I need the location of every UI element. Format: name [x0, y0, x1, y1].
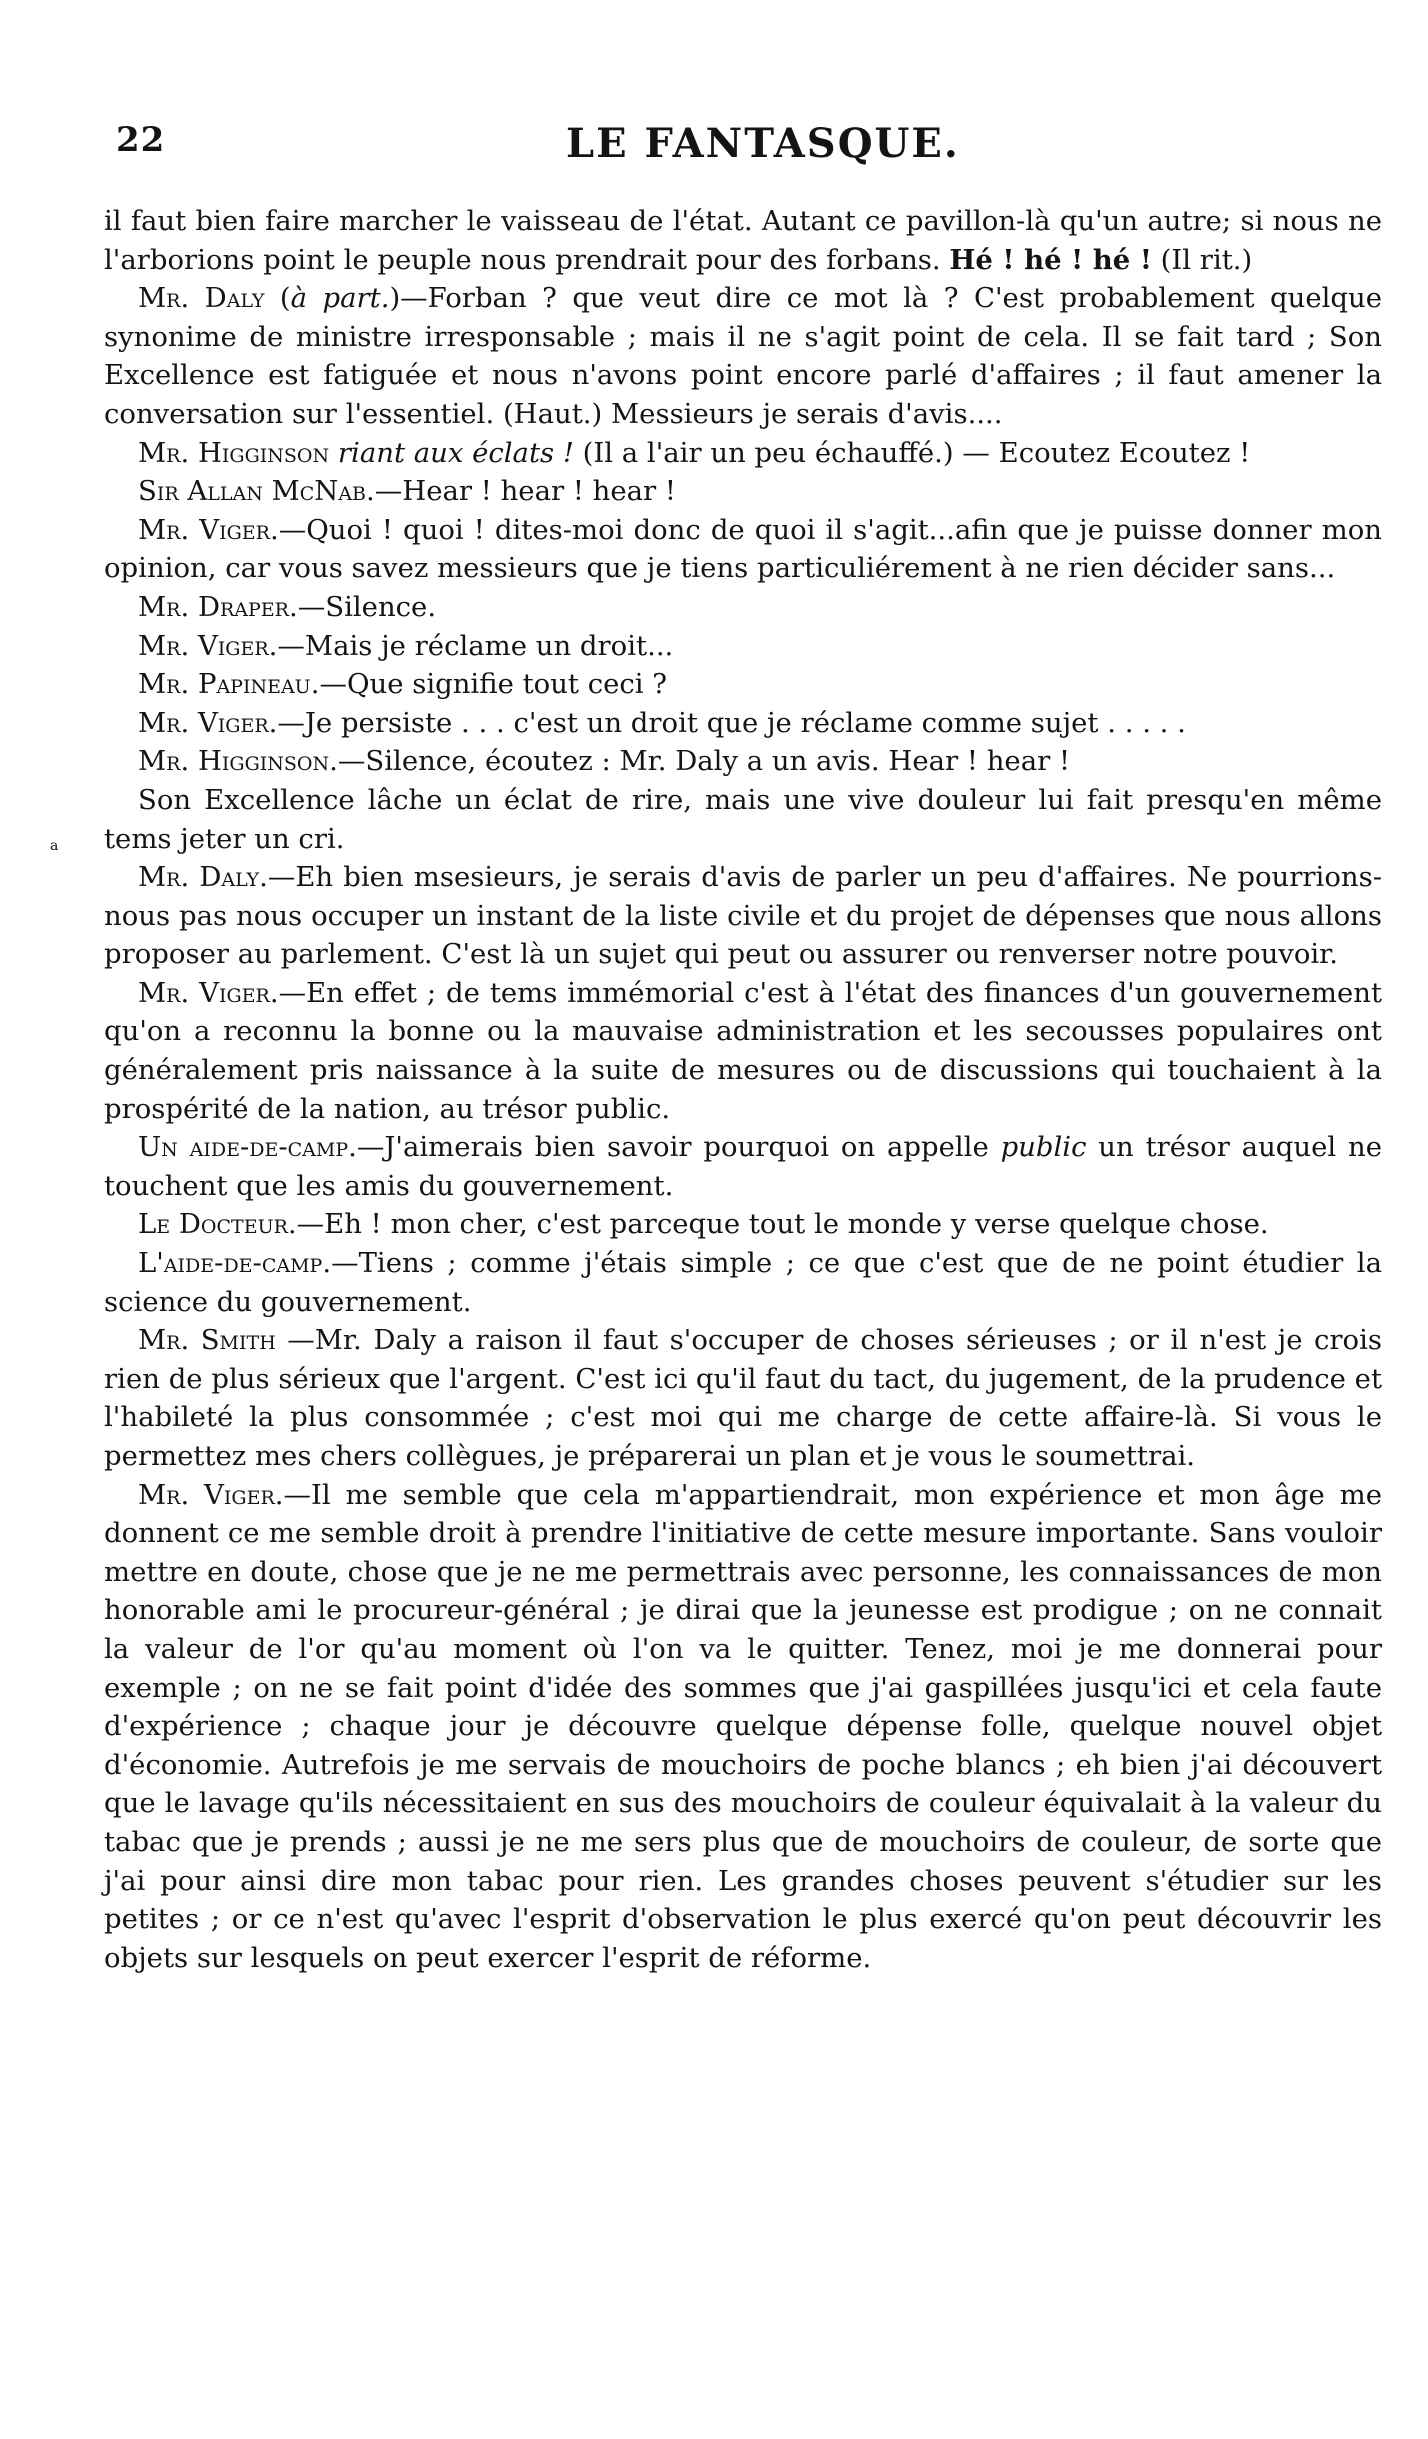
- speaker-name: Mr. Viger.: [138, 706, 278, 739]
- paragraph: [104, 472, 1382, 511]
- speaker-name: Mr. Higginson.: [138, 745, 338, 778]
- paragraph-text: un trésor auquel ne touchent que les amis du gouvernement.: [104, 1131, 1382, 1202]
- stage-direction: à part.: [290, 282, 390, 315]
- speaker-name: Mr. Daly.: [138, 861, 268, 894]
- paragraph-text: —Silence, écoutez : Mr. Daly a un avis. Hear ! hear !: [337, 745, 1071, 778]
- speaker-name: Mr. Viger.: [138, 976, 279, 1009]
- paragraph-text: —Silence.: [297, 590, 437, 623]
- speaker-name: Mr. Draper.: [138, 590, 298, 623]
- speaker-name: Mr. Viger.: [138, 513, 279, 546]
- paragraph: [104, 781, 1382, 858]
- paragraph: [104, 1205, 1382, 1244]
- paragraph: [104, 434, 1382, 473]
- paragraph: [104, 511, 1382, 588]
- paragraph-text: (: [264, 282, 291, 315]
- speaker-name: Le Docteur.: [138, 1208, 297, 1241]
- paragraph: [104, 202, 1382, 279]
- paragraph-text: —J'aimerais bien savoir pourquoi on appelle: [356, 1131, 1001, 1164]
- speaker-name: Sir Allan McNab.: [138, 475, 375, 508]
- paragraph-text: (Il a l'air un peu échauffé.) — Ecoutez Ecoutez !: [573, 436, 1251, 469]
- speaker-name: Mr. Papineau.: [138, 668, 320, 701]
- paragraph: [104, 858, 1382, 974]
- paragraph-text: —Tiens ; comme j'étais simple ; ce que c'est que de ne point étudier la science du gouvernement.: [104, 1247, 1382, 1318]
- paragraph-text: —Mr. Daly a raison il faut s'occuper de choses sérieuses ; or il n'est je crois rien de plus sérieux que l'argent. C'est ici qu'il faut du tact, du jugement, de la prudence et l'habileté la plus consommée ; c'est moi qui me charge de cette affaire-là. Si vous le permettez mes chers collègues, je préparerai un plan et je vous le soumettrai.: [104, 1324, 1382, 1472]
- paragraph: [104, 1321, 1382, 1475]
- paragraph-text: )—Forban ? que veut dire ce mot là ? C'est probablement quelque synonime de ministre irresponsable ; mais il ne s'agit point de cela. Il se fait tard ; Son Excellence est fatiguée et nous n'avons point encore parlé d'affaires ; il faut amener la conversation sur l'essentiel. (Haut.) Messieurs je serais d'avis....: [104, 282, 1383, 430]
- paragraph-text: —En effet ; de tems immémorial c'est à l'état des finances d'un gouvernement qu'on a reconnu la bonne ou la mauvaise administration et les secousses populaires ont généralement pris naissance à la suite de mesures ou de discussions qui touchaient à la prospérité de la nation, au trésor public.: [104, 976, 1383, 1125]
- running-title: LE FANTASQUE.: [566, 120, 960, 167]
- paragraph: [104, 742, 1382, 781]
- speaker-name: Mr. Daly: [138, 282, 265, 315]
- paragraph-text: —Que signifie tout ceci ?: [319, 668, 668, 701]
- speaker-name: Mr. Viger.: [138, 629, 278, 662]
- paragraph-text: —Quoi ! quoi ! dites-moi donc de quoi il s'agit...afin que je puisse donner mon opinion, car vous savez messieurs que je tiens particuliérement à ne rien décider sans...: [104, 513, 1383, 585]
- speaker-name: Un aide-de-camp.: [138, 1131, 357, 1164]
- paragraph-text: —Il me semble que cela m'appartiendrait, mon expérience et mon âge me donnent ce me semble droit à prendre l'initiative de cette mesure importante. Sans vouloir mettre en doute, chose que je ne me permettrais avec personne, les connaissances de mon honorable ami le procureur-général ; je dirai que la jeunesse est prodigue ; on ne connait la valeur de l'or qu'au moment où l'on va le quitter. Tenez, moi je me donnerai pour exemple ; on ne se fait point d'idée des sommes que j'ai gaspillées jusqu'ici et cela faute d'expérience ; chaque jour je découvre quelque dépense folle, quelque nouvel objet d'économie. Autrefois je me servais de mouchoirs de poche blancs ; eh bien j'ai découvert que le lavage qu'ils nécessitaient en sus des mouchoirs de couleur équivalait à la valeur du tabac que je prends ; aussi je ne me sers plus que de mouchoirs de couleur, de sorte que j'ai pour ainsi dire mon tabac pour rien. Les grandes choses peuvent s'étudier sur les petites ; or ce n'est qu'avec l'esprit d'observation le plus exercé qu'on peut découvrir les objets sur lesquels on peut exercer l'esprit de réforme.: [104, 1478, 1382, 1974]
- emphasis-text: Hé ! hé ! hé !: [949, 243, 1152, 276]
- body-text: [104, 202, 1382, 1977]
- paragraph: [104, 665, 1382, 704]
- page-header: [104, 110, 1382, 190]
- stage-direction: public: [1000, 1131, 1087, 1164]
- paragraph-text: (Il rit.): [1151, 243, 1253, 276]
- paragraph: [104, 588, 1382, 627]
- paragraph: [104, 627, 1382, 666]
- paragraph-text: —Eh ! mon cher, c'est parceque tout le monde y verse quelque chose.: [296, 1208, 1269, 1241]
- paragraph: [104, 704, 1382, 743]
- paragraph: [104, 974, 1382, 1128]
- speaker-name: L'aide-de-camp.: [138, 1247, 332, 1280]
- paragraph: [104, 1128, 1382, 1205]
- speaker-name: Mr. Viger.: [138, 1478, 284, 1511]
- paragraph: [104, 1244, 1382, 1321]
- speaker-name: Mr. Higginson: [138, 436, 330, 469]
- paragraph-text: —Mais je réclame un droit...: [277, 629, 674, 662]
- paragraph-text: —Eh bien msesieurs, je serais d'avis de parler un peu d'affaires. Ne pourrions-nous pas nous occuper un instant de la liste civile et du projet de dépenses que nous allons proposer au parlement. C'est là un sujet qui peut ou assurer ou renverser notre pouvoir.: [104, 861, 1382, 971]
- paragraph: [104, 279, 1382, 433]
- margin-mark: a: [50, 838, 59, 854]
- paragraph: [104, 1476, 1382, 1978]
- paragraph-text: il faut bien faire marcher le vaisseau de l'état. Autant ce pavillon-là qu'un autre; si nous ne l'arborions point le peuple nous prendrait pour des forbans.: [104, 205, 1382, 276]
- stage-direction: riant aux éclats !: [337, 436, 574, 469]
- paragraph-text: [329, 437, 338, 469]
- paragraph-text: Son Excellence lâche un éclat de rire, mais une vive douleur lui fait presqu'en même tems jeter un cri.: [104, 783, 1382, 855]
- paragraph-text: —Hear ! hear ! hear !: [374, 475, 676, 508]
- speaker-name: Mr. Smith: [138, 1324, 276, 1357]
- paragraph-text: —Je persiste . . . c'est un droit que je réclame comme sujet . . . . .: [277, 706, 1186, 739]
- page-number: 22: [116, 120, 166, 160]
